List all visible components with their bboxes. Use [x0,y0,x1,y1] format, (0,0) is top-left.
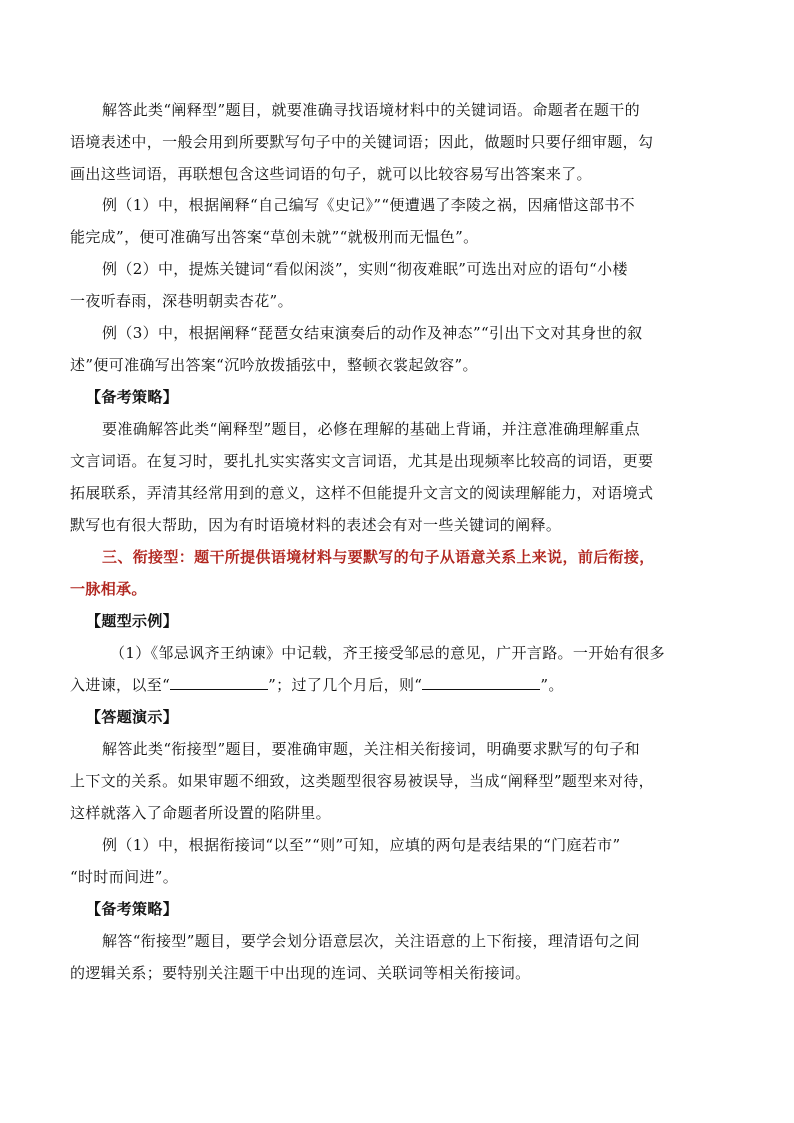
demo-example-line: 例（1）中，根据衔接词“以至”“则”可知，应填的两句是表结果的“门庭若市” [102,836,621,854]
strategy-2-paragraph-line: 解答“衔接型”题目，要学会划分语意层次，关注语意的上下衔接，理清语句之间 [102,932,640,950]
demo-paragraph-line: 解答此类“衔接型”题目，要准确审题，关注相关衔接词，明确要求默写的句子和 [102,740,640,758]
example-3-analysis-line: 述”便可准确写出答案“沉吟放拨插弦中，整顿衣裳起敛容”。 [70,356,478,374]
strategy-paragraph-line: 文言词语。在复习时，要扎扎实实落实文言词语，尤其是出现频率比较高的词语，更要 [70,452,654,470]
heading-exam-strategy-2: 【备考策略】 [86,900,179,918]
heading-answer-demo: 【答题演示】 [86,708,179,726]
heading-exam-strategy: 【备考策略】 [86,388,179,406]
answer-blank-2[interactable] [422,675,540,690]
strategy-paragraph-line: 要准确解答此类“阐释型”题目，必修在理解的基础上背诵，并注意准确理解重点 [102,420,640,438]
question-1-text-a: 入进谏，以至“ [70,676,171,694]
example-2-analysis-line: 例（2）中，提炼关键词“看似闲淡”，实则“彻夜难眠”可选出对应的语句“小楼 [102,260,628,278]
strategy-2-paragraph-line: 的逻辑关系；要特别关注题干中出现的连词、关联词等相关衔接词。 [70,964,531,982]
question-1-fill-line [70,674,730,696]
demo-paragraph-line: 上下文的关系。如果审题不细致，这类题型很容易被误导，当成“阐释型”题型来对待， [70,772,654,790]
answer-blank-1[interactable] [170,675,268,690]
strategy-paragraph-line: 默写也有很大帮助，因为有时语境材料的表述会有对一些关键词的阐释。 [70,516,562,534]
paragraph-explain-type-line: 画出这些词语，再联想包含这些词语的句子，就可以比较容易写出答案来了。 [70,165,592,183]
question-1-text-c: ”。 [540,676,564,694]
paragraph-explain-type-line: 解答此类“阐释型”题目，就要准确寻找语境材料中的关键词语。命题者在题干的 [102,101,640,119]
example-1-analysis-line: 例（1）中，根据阐释“自己编写《史记》”“便遭遇了李陵之祸，因痛惜这部书不 [102,196,636,214]
section-heading-connection-type: 一脉相承。 [70,580,147,598]
example-2-analysis-line: 一夜听春雨，深巷明朝卖杏花”。 [70,292,293,310]
example-1-analysis-line: 能完成”，便可准确写出答案“草创未就”“就极刑而无愠色”。 [70,228,479,246]
strategy-paragraph-line: 拓展联系，弄清其经常用到的意义，这样不但能提升文言文的阅读理解能力，对语境式 [70,484,654,502]
paragraph-explain-type-line: 语境表述中，一般会用到所要默写句子中的关键词语；因此，做题时只要仔细审题，勾 [70,133,654,151]
demo-example-line: “时时而间进”。 [70,868,179,886]
heading-question-example: 【题型示例】 [86,612,179,630]
demo-paragraph-line: 这样就落入了命题者所设置的陷阱里。 [70,804,331,822]
question-1-text-b: ”；过了几个月后，则“ [268,676,423,694]
example-3-analysis-line: 例（3）中，根据阐释“琵琶女结束演奏后的动作及神态”“引出下文对其身世的叙 [102,324,643,342]
section-heading-connection-type: 三、衔接型：题干所提供语境材料与要默写的句子从语意关系上来说，前后衔接， [102,548,655,566]
question-1-line: （1）《邹忌讽齐王纳谏》中记载，齐王接受邹忌的意见，广开言路。一开始有很多 [110,644,665,662]
